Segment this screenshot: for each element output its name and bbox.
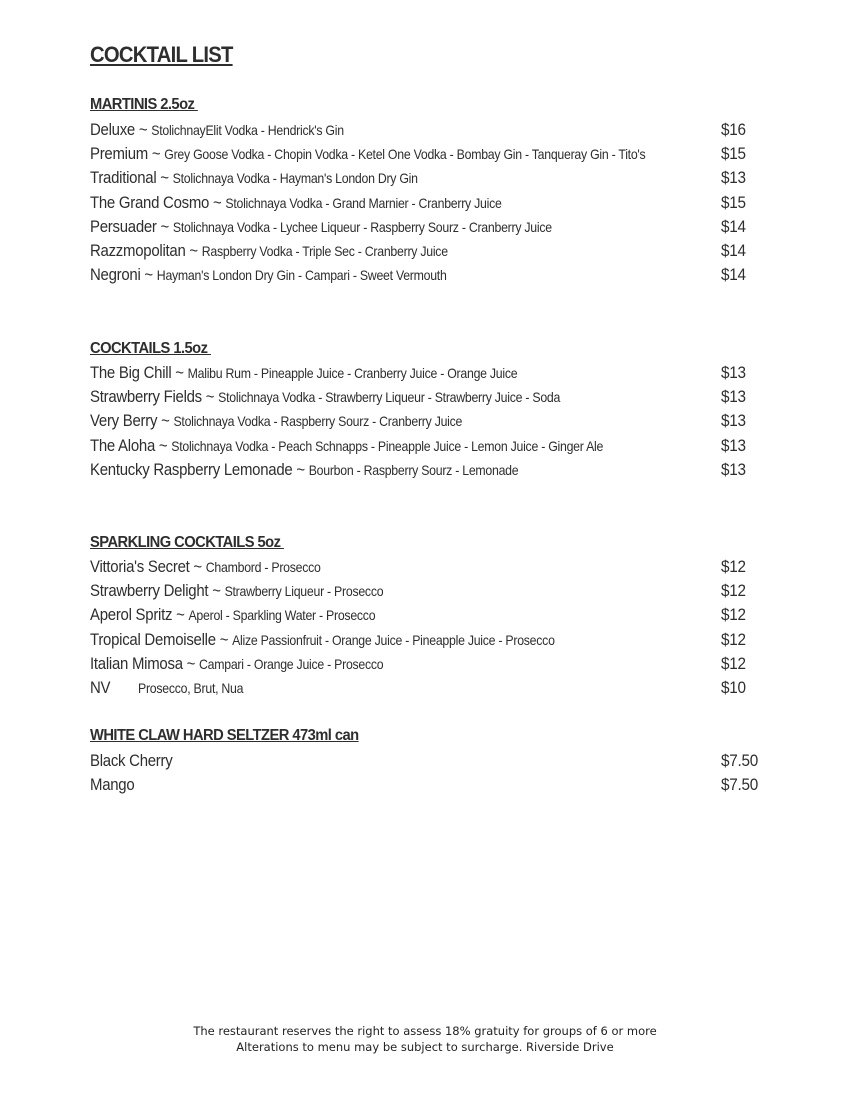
- item-separator: ~: [154, 436, 172, 455]
- menu-item: [90, 460, 770, 484]
- item-description: Raspberry Vodka - Triple Sec - Cranberry Juice: [201, 243, 448, 259]
- item-description: Stolichnaya Vodka - Lychee Liqueur - Raspberry Sourz - Cranberry Juice: [172, 219, 552, 235]
- item-name: Traditional: [90, 168, 157, 187]
- item-price: $10: [721, 678, 746, 697]
- item-separator: ~: [157, 411, 174, 430]
- menu-item: [90, 630, 770, 654]
- item-name: NV: [90, 678, 111, 697]
- item-description: Chambord - Prosecco: [205, 559, 321, 575]
- item-price: $13: [721, 460, 746, 479]
- item-name: Razzmopolitan: [90, 241, 186, 260]
- item-description: Aperol - Sparkling Water - Prosecco: [188, 607, 376, 623]
- item-description: Alize Passionfruit - Orange Juice - Pineapple Juice - Prosecco: [232, 632, 555, 648]
- section-heading-white-claw: WHITE CLAW HARD SELTZER 473ml can: [90, 727, 359, 744]
- item-separator: ~: [134, 120, 152, 139]
- menu-item: [90, 581, 770, 605]
- item-separator: ~: [140, 265, 157, 284]
- item-price: $14: [721, 241, 746, 260]
- menu-item: [90, 217, 770, 241]
- item-description: StolichnayElit Vodka - Hendrick's Gin: [151, 122, 344, 138]
- item-price: $12: [721, 654, 746, 673]
- item-separator: ~: [185, 241, 202, 260]
- item-price: $7.50: [721, 775, 758, 794]
- menu-item: [90, 411, 770, 435]
- item-name: Kentucky Raspberry Lemonade: [90, 460, 293, 479]
- item-name: The Aloha: [90, 436, 155, 455]
- item-price: $13: [721, 363, 746, 382]
- menu-item: [90, 436, 770, 460]
- item-name: Strawberry Fields: [90, 387, 202, 406]
- menu-item: [90, 605, 770, 629]
- item-name: The Big Chill: [90, 363, 172, 382]
- section-heading-martinis: MARTINIS 2.5oz: [90, 96, 198, 113]
- item-price: $12: [721, 605, 746, 624]
- item-name: Negroni: [90, 265, 141, 284]
- item-price: $12: [721, 630, 746, 649]
- item-price: $14: [721, 265, 746, 284]
- item-name: Vittoria's Secret: [90, 557, 190, 576]
- item-separator: ~: [208, 581, 225, 600]
- item-description: Grey Goose Vodka - Chopin Vodka - Ketel One Vodka - Bombay Gin - Tanqueray Gin - Tito's: [164, 146, 646, 162]
- menu-item: [90, 678, 770, 702]
- footer-gratuity-note: The restaurant reserves the right to assess 18% gratuity for groups of 6 or more: [193, 1024, 657, 1038]
- item-name: Strawberry Delight: [90, 581, 209, 600]
- item-name: Deluxe: [90, 120, 135, 139]
- item-name: Very Berry: [90, 411, 158, 430]
- item-separator: ~: [148, 144, 165, 163]
- item-separator: ~: [172, 605, 189, 624]
- item-description: Stolichnaya Vodka - Raspberry Sourz - Cranberry Juice: [173, 413, 463, 429]
- menu-item: [90, 265, 770, 289]
- menu-item: [90, 193, 770, 217]
- item-description: Stolichnaya Vodka - Peach Schnapps - Pineapple Juice - Lemon Juice - Ginger Ale: [171, 438, 604, 454]
- page-title: COCKTAIL LIST: [90, 42, 233, 67]
- item-separator: ~: [201, 387, 219, 406]
- item-name: Persuader: [90, 217, 157, 236]
- menu-item: [90, 168, 770, 192]
- item-name: Premium: [90, 144, 149, 163]
- item-separator: ~: [156, 217, 173, 236]
- item-separator: ~: [182, 654, 200, 673]
- menu-item: [90, 241, 770, 265]
- item-price: $15: [721, 144, 746, 163]
- item-description: Strawberry Liqueur - Prosecco: [224, 583, 384, 599]
- item-name: Black Cherry: [90, 751, 173, 770]
- menu-item: [90, 775, 770, 799]
- item-price: $13: [721, 387, 746, 406]
- menu-item: [90, 387, 770, 411]
- footer-alterations-note: Alterations to menu may be subject to surcharge. Riverside Drive: [236, 1040, 614, 1054]
- menu-item: [90, 557, 770, 581]
- item-price: $12: [721, 557, 746, 576]
- item-name: The Grand Cosmo: [90, 193, 210, 212]
- item-description: Hayman's London Dry Gin - Campari - Sweet Vermouth: [156, 267, 447, 283]
- section-heading-sparkling: SPARKLING COCKTAILS 5oz: [90, 534, 284, 551]
- item-price: $16: [721, 120, 746, 139]
- item-description: Prosecco, Brut, Nua: [138, 680, 244, 696]
- item-name: Aperol Spritz: [90, 605, 173, 624]
- item-description: Stolichnaya Vodka - Strawberry Liqueur - Strawberry Juice - Soda: [218, 389, 561, 405]
- item-name: Mango: [90, 775, 135, 794]
- item-separator: ~: [209, 193, 226, 212]
- item-price: $13: [721, 168, 746, 187]
- item-price: $7.50: [721, 751, 758, 770]
- item-separator: ~: [189, 557, 206, 576]
- menu-item: [90, 120, 770, 144]
- item-price: $13: [721, 411, 746, 430]
- menu-item: [90, 144, 770, 168]
- item-price: $13: [721, 436, 746, 455]
- item-price: $12: [721, 581, 746, 600]
- item-separator: ~: [171, 363, 188, 382]
- item-separator: ~: [156, 168, 173, 187]
- item-description: Stolichnaya Vodka - Hayman's London Dry Gin: [172, 170, 418, 186]
- item-price: $15: [721, 193, 746, 212]
- item-description: Bourbon - Raspberry Sourz - Lemonade: [308, 462, 519, 478]
- item-description: Campari - Orange Juice - Prosecco: [199, 656, 384, 672]
- item-separator: ~: [292, 460, 309, 479]
- menu-item: [90, 654, 770, 678]
- section-heading-cocktails: COCKTAILS 1.5oz: [90, 340, 211, 357]
- menu-item: [90, 751, 770, 775]
- item-price: $14: [721, 217, 746, 236]
- item-description: Malibu Rum - Pineapple Juice - Cranberry Juice - Orange Juice: [187, 365, 518, 381]
- menu-item: [90, 363, 770, 387]
- item-name: Tropical Demoiselle: [90, 630, 216, 649]
- item-separator: ~: [215, 630, 233, 649]
- item-description: Stolichnaya Vodka - Grand Marnier - Cranberry Juice: [225, 195, 502, 211]
- item-name: Italian Mimosa: [90, 654, 183, 673]
